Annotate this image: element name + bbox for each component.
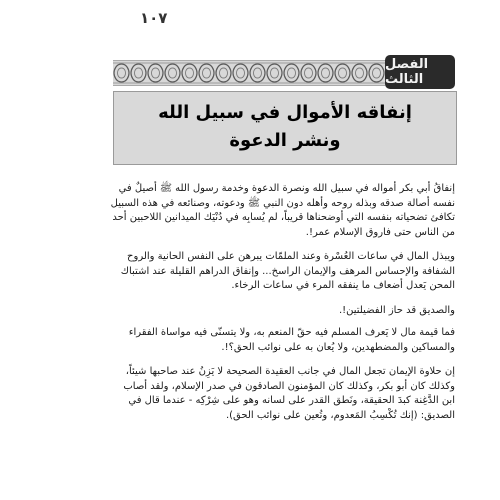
body-text (110, 182, 455, 423)
ornament-pattern-icon (113, 61, 385, 85)
paragraph: إن حلاوة الإيمان تجعل المال في جانب العقيدة الصحيحة لا يَزِنُ عند صاحبها شيئاً، وكذلك كان أبو بكر، وكذلك كان المؤمنون الصادقون في صدر الإسلام، ولقد أصاب ابن الدَّغِنة كبدَ الحقيقة، ونَطق القدر على لسانه وهو على شِرْكِه - عندما قال في الصديق: (إنك تُكْسِبُ المَعدوم، وتُعين على نوائب الحق). (123, 366, 455, 421)
chapter-title-line-1: إنفاقه الأموال في سبيل الله (158, 102, 412, 123)
chapter-title-box (113, 91, 457, 165)
chapter-label: الفصل الثالث (385, 57, 429, 87)
paragraph: والصديق قد حاز الفضيلتين!. (338, 304, 455, 316)
paragraph: إنفاقُ أبي بكر أمواله في سبيل الله ونصرة الدعوة وخدمة رسول الله ﷺ أصيلٌ في نفسه أصالة صدقه وبذله روحه وأهله دون النبي ﷺ ودعوته، وصنائعه في هذه السبيل تكافئ تضحياته بنفسه التي أوضحناها قريباً، لم يُسابِه في دُنْيَك الميدانين اللاحبين أحد من الناس حتى فاروق الإسلام عمر!. (110, 183, 455, 238)
paragraph: ويبذل المال في ساعات العُسْرة وعند الملمّات يبرهن على النفس الحانية والروح الشفافة والإحساس المرهف والإيمان الراسخ... وإنفاق الدراهم القليلة عند اشتباك المحن يَعدل أضعاف ما ينفقه المرء في ساعات الرخاء. (120, 251, 455, 291)
ornament-band (113, 60, 385, 86)
page-number: ١٠٧ (140, 9, 168, 27)
chapter-label-tab (385, 55, 455, 89)
paragraph: فما قيمة مال لا يَعرف المسلم فيه حقّ المنعم به، ولا يتسنّى فيه مواساة الفقراء والمساكين والمضطهدين، ولا يُعان به على نوائب الحق؟!. (128, 327, 455, 353)
chapter-title-line-2: ونشر الدعوة (229, 130, 341, 151)
